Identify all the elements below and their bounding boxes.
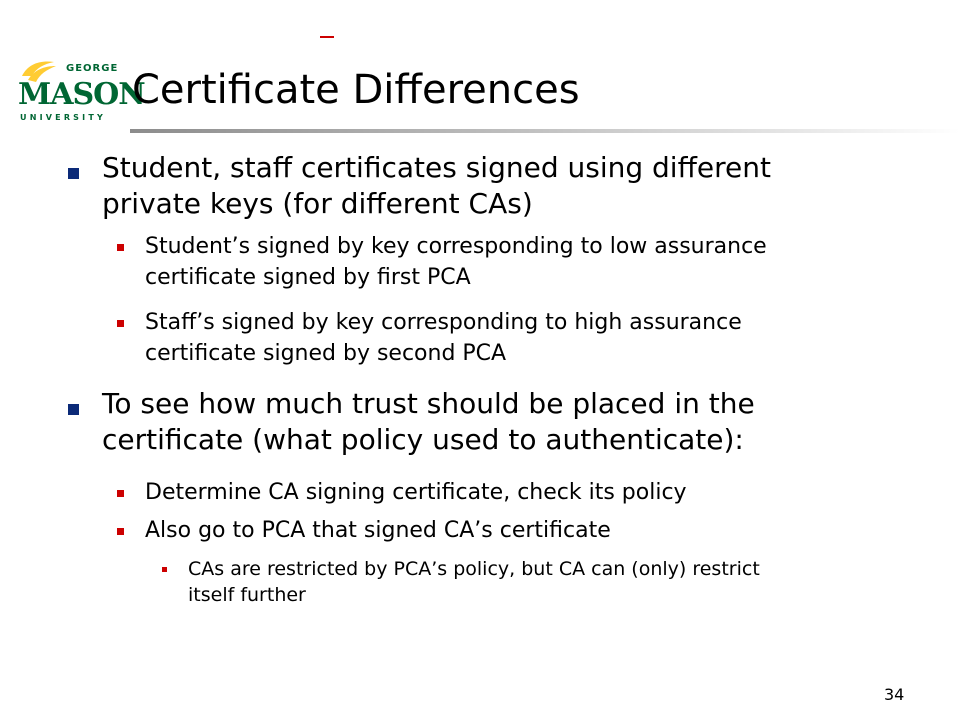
bullet-text: Student, staff certificates signed using different: [102, 151, 771, 184]
bullet-text: Staff’s signed by key corresponding to high assurance: [145, 310, 742, 335]
logo-mason-text: MASON: [18, 77, 145, 112]
bullet-text: CAs are restricted by PCA’s policy, but CA can (only) restrict: [188, 558, 760, 580]
bullet-text: certificate signed by first PCA: [145, 265, 471, 290]
bullet-marker: [68, 168, 79, 179]
bullet-marker: [117, 528, 124, 535]
bullet-marker: [117, 320, 124, 327]
bullet-text: Student’s signed by key corresponding to low assurance: [145, 234, 767, 259]
bullet-marker: [117, 244, 124, 251]
bullet-text: private keys (for different CAs): [102, 187, 533, 220]
page-number: 34: [884, 685, 905, 704]
bullet-text: itself further: [188, 584, 306, 606]
logo-george-text: GEORGE: [66, 63, 119, 74]
logo-university-text: UNIVERSITY: [20, 113, 106, 122]
george-mason-logo: [14, 56, 145, 128]
bullet-marker: [162, 567, 167, 572]
bullet-text: Determine CA signing certificate, check its policy: [145, 480, 687, 505]
bullet-text: Also go to PCA that signed CA’s certificate: [145, 518, 611, 543]
title-divider: [130, 129, 960, 133]
bullet-text: certificate signed by second PCA: [145, 341, 507, 366]
bullet-text: To see how much trust should be placed in the: [102, 387, 755, 420]
accent-dash: [320, 36, 334, 38]
bullet-marker: [68, 404, 79, 415]
bullet-marker: [117, 490, 124, 497]
bullet-text: certificate (what policy used to authenticate):: [102, 423, 744, 456]
slide-title: Certificate Differences: [132, 67, 580, 113]
